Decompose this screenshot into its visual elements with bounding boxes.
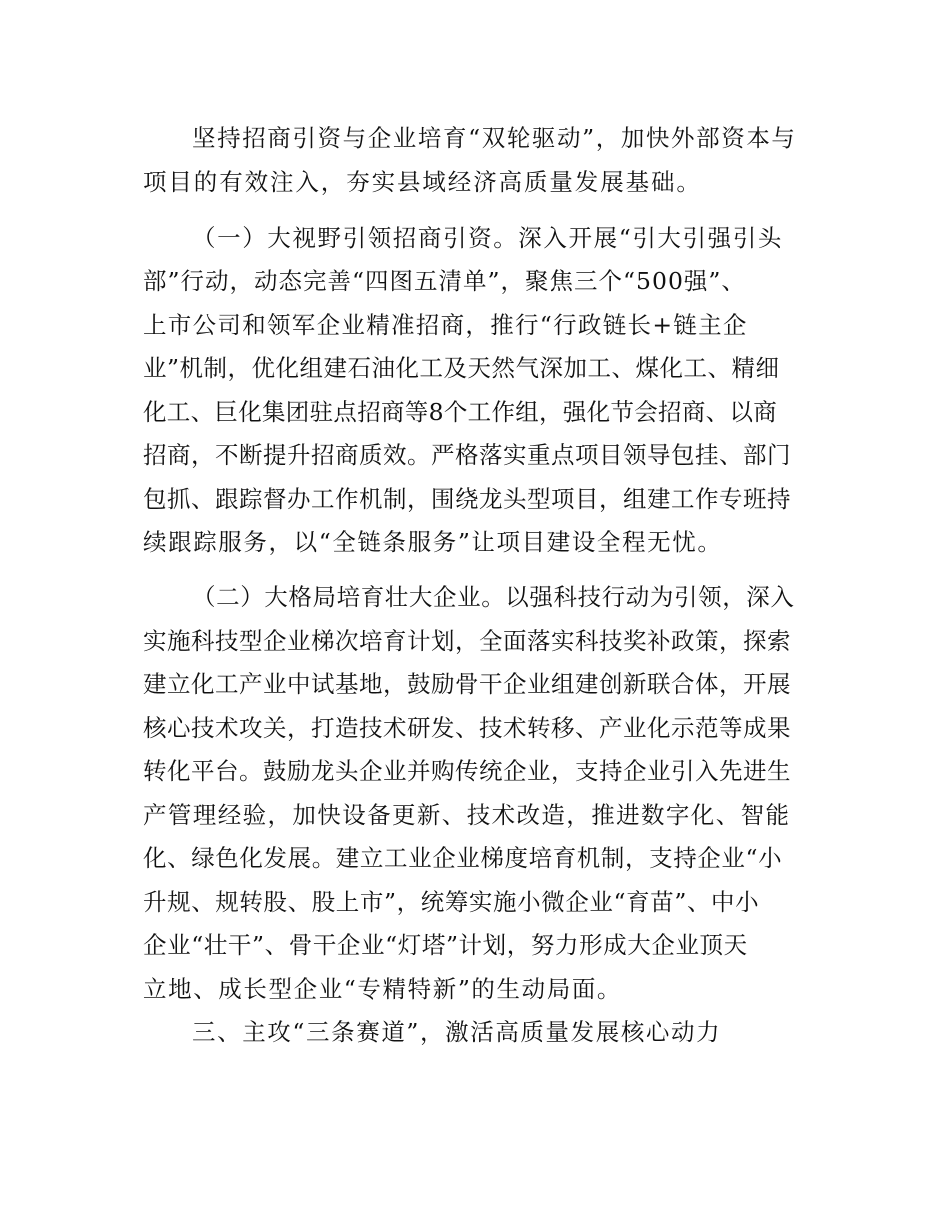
body-text-line: 化工、巨化集团驻点招商等8个工作组，强化节会招商、以商 (143, 398, 778, 426)
body-text-line: 上市公司和领军企业精准招商，推行“行政链长+链主企 (143, 311, 748, 339)
chapter-heading-line: 三、主攻“三条赛道”，激活高质量发展核心动力 (192, 1018, 722, 1046)
body-text-line: 建立化工产业中试基地，鼓励骨干企业组建创新联合体，开展 (143, 670, 791, 698)
body-text-line: 化、绿色化发展。建立工业企业梯度培育机制，支持企业“小 (143, 844, 783, 872)
section-heading-line: （一）大视野引领招商引资。深入开展“引大引强引头 (192, 224, 783, 252)
body-text-line: 立地、成长型企业“专精特新”的生动局面。 (143, 975, 623, 1003)
body-text-line: 企业“壮干”、骨干企业“灯塔”计划，努力形成大企业顶天 (143, 931, 748, 959)
body-text-line: 转化平台。鼓励龙头企业并购传统企业，支持企业引入先进生 (143, 757, 791, 785)
body-text-line: 项目的有效注入，夯实县域经济高质量发展基础。 (143, 168, 702, 196)
section-heading-line: （二）大格局培育壮大企业。以强科技行动为引领，深入 (192, 583, 795, 611)
body-text-line: 包抓、跟踪督办工作机制，围绕龙头型项目，组建工作专班持 (143, 485, 791, 513)
body-text-line: 核心技术攻关，打造技术研发、技术转移、产业化示范等成果 (143, 714, 791, 742)
body-text-line: 升规、规转股、股上市”，统筹实施小微企业“育苗”、中小 (143, 888, 760, 916)
body-text-line: 产管理经验，加快设备更新、技术改造，推进数字化、智能 (143, 801, 791, 829)
body-text-line: 续跟踪服务，以“全链条服务”让项目建设全程无忧。 (143, 528, 723, 556)
body-text-line: 业”机制，优化组建石油化工及天然气深加工、煤化工、精细 (143, 354, 780, 382)
body-text-line: 坚持招商引资与企业培育“双轮驱动”，加快外部资本与 (192, 124, 797, 152)
body-text-line: 部”行动，动态完善“四图五清单”，聚焦三个“500强”、 (143, 267, 746, 295)
body-text-line: 实施科技型企业梯次培育计划，全面落实科技奖补政策，探索 (143, 627, 791, 655)
body-text-line: 招商，不断提升招商质效。严格落实重点项目领导包挂、部门 (143, 441, 791, 469)
